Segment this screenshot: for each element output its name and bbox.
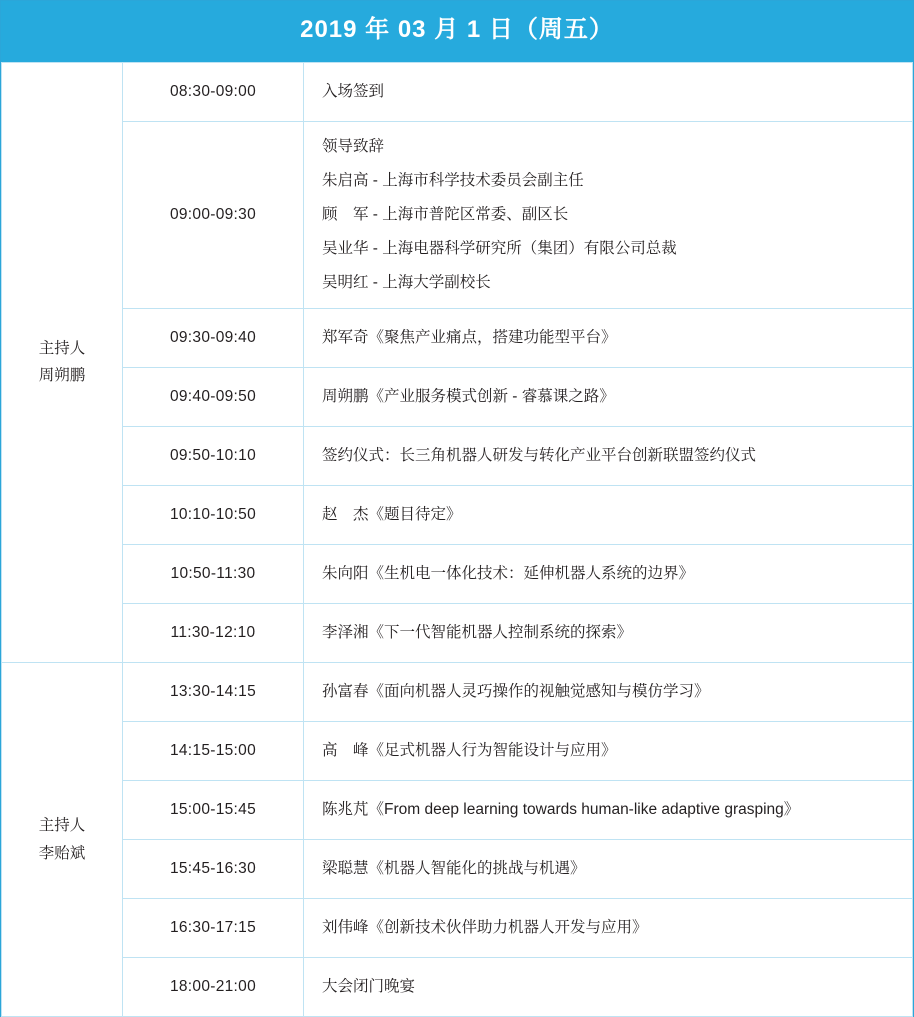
row-topic-line: 签约仪式：长三角机器人研发与转化产业平台创新联盟签约仪式 — [322, 446, 757, 464]
row-topic — [304, 544, 913, 603]
table-row — [2, 485, 913, 544]
row-topic-line: 入场签到 — [322, 82, 385, 100]
row-topic-line: 梁聪慧《机器人智能化的挑战与机遇》 — [322, 860, 586, 878]
schedule-body — [2, 62, 913, 1016]
row-topic-line: 陈兆芃《From deep learning towards human-like adaptive grasping》 — [322, 801, 800, 819]
row-topic — [304, 781, 913, 840]
row-time: 10:50-11:30 — [123, 544, 304, 603]
row-topic — [304, 603, 913, 662]
table-row — [2, 426, 913, 485]
session-host-cell — [2, 662, 123, 1016]
session-host-name: 李贻斌 — [38, 844, 86, 862]
row-topic-line: 朱启高 - 上海市科学技术委员会副主任 — [322, 171, 584, 189]
row-time: 14:15-15:00 — [123, 722, 304, 781]
schedule-grid — [1, 62, 913, 1017]
row-topic-line: 领导致辞 — [322, 137, 385, 155]
row-topic-line: 刘伟峰《创新技术伙伴助力机器人开发与应用》 — [322, 919, 648, 937]
row-time: 18:00-21:00 — [123, 958, 304, 1017]
row-topic — [304, 426, 913, 485]
table-row — [2, 840, 913, 899]
table-row — [2, 722, 913, 781]
table-row — [2, 62, 913, 121]
session-host-name: 周朔鹏 — [38, 367, 86, 385]
session-host-label: 主持人 — [38, 817, 86, 835]
row-topic-line: 高 峰《足式机器人行为智能设计与应用》 — [322, 742, 617, 759]
row-topic — [304, 722, 913, 781]
row-topic — [304, 899, 913, 958]
row-topic — [304, 62, 913, 121]
row-time: 09:30-09:40 — [123, 308, 304, 367]
table-row — [2, 662, 913, 721]
table-row — [2, 603, 913, 662]
row-topic-line: 朱向阳《生机电一体化技术：延伸机器人系统的边界》 — [322, 564, 695, 582]
row-topic — [304, 958, 913, 1017]
table-row — [2, 781, 913, 840]
row-topic-line: 李泽湘《下一代智能机器人控制系统的探索》 — [322, 623, 633, 641]
row-time: 15:45-16:30 — [123, 840, 304, 899]
row-topic-line: 赵 杰《题目待定》 — [322, 505, 462, 523]
row-time: 13:30-14:15 — [123, 662, 304, 721]
table-row — [2, 121, 913, 308]
table-row — [2, 544, 913, 603]
row-topic — [304, 840, 913, 899]
table-row — [2, 958, 913, 1017]
row-topic-line: 孙富春《面向机器人灵巧操作的视触觉感知与模仿学习》 — [322, 682, 710, 700]
row-topic — [304, 662, 913, 721]
session-host-cell — [2, 62, 123, 662]
session-host-label: 主持人 — [38, 340, 86, 358]
row-topic — [304, 485, 913, 544]
table-row — [2, 899, 913, 958]
row-topic-line: 吴业华 - 上海电器科学研究所（集团）有限公司总裁 — [322, 239, 677, 257]
row-time: 16:30-17:15 — [123, 899, 304, 958]
row-topic — [304, 308, 913, 367]
row-time: 09:40-09:50 — [123, 367, 304, 426]
row-topic-line: 大会闭门晚宴 — [322, 978, 416, 996]
row-time: 10:10-10:50 — [123, 485, 304, 544]
row-time: 08:30-09:00 — [123, 62, 304, 121]
row-time: 09:00-09:30 — [123, 121, 304, 308]
row-topic-line: 周朔鹏《产业服务模式创新 - 睿慕课之路》 — [322, 387, 615, 405]
row-time: 09:50-10:10 — [123, 426, 304, 485]
row-topic — [304, 121, 913, 308]
row-topic — [304, 367, 913, 426]
row-time: 15:00-15:45 — [123, 781, 304, 840]
schedule-date-header: 2019 年 03 月 1 日（周五） — [1, 1, 913, 62]
table-row — [2, 308, 913, 367]
table-row — [2, 367, 913, 426]
row-topic-line: 顾 军 - 上海市普陀区常委、副区长 — [322, 205, 569, 223]
row-topic-line: 郑军奇《聚焦产业痛点，搭建功能型平台》 — [322, 328, 617, 346]
row-topic-line: 吴明红 - 上海大学副校长 — [322, 273, 491, 291]
row-time: 11:30-12:10 — [123, 603, 304, 662]
